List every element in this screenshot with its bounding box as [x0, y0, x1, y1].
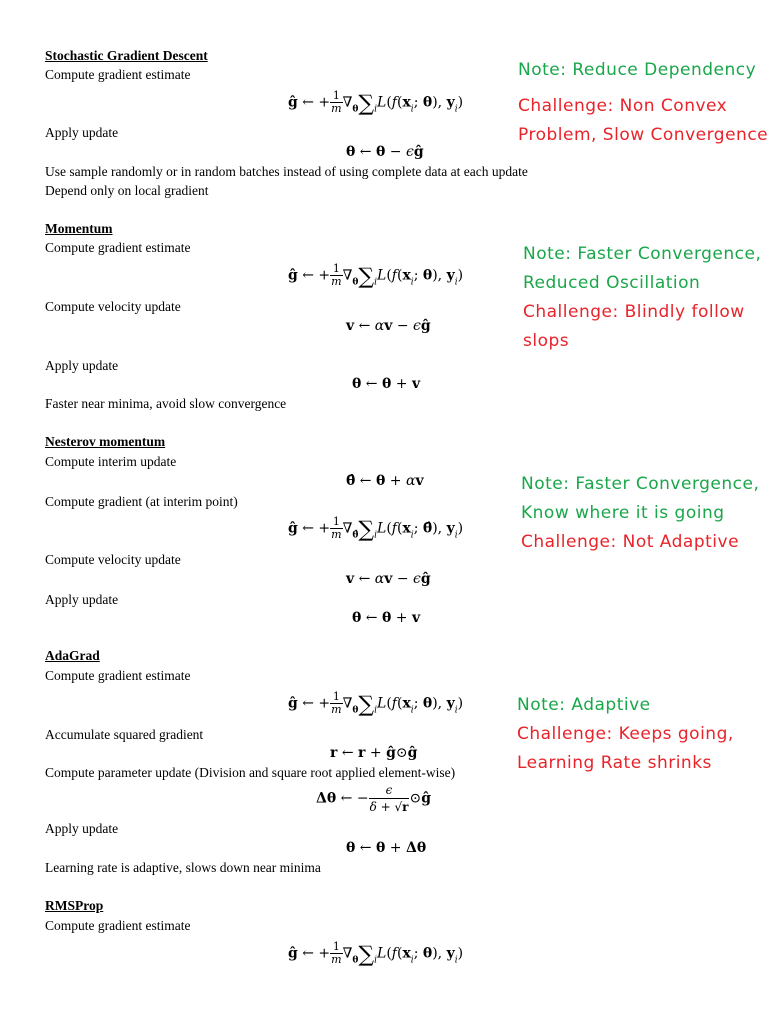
sgd-line-2: Apply update	[45, 125, 119, 140]
momentum-gradient-equation: ĝ ← + $\frac{1}{m}$ $\nabla_\theta\sum_iL(f(x_i$; θ), $y_i$)	[288, 262, 464, 290]
nesterov-line-1: Compute interim update	[45, 454, 177, 469]
rmsprop-title: RMSProp	[45, 898, 104, 913]
momentum-challenge-1: Challenge: Blindly follow	[523, 302, 745, 322]
nesterov-note-2: Know where it is going	[521, 503, 725, 523]
adagrad-param-update-equation: Δθ ← − $\frac{\epsilon}{\delta + √r}$ ⊙ĝ	[316, 783, 432, 814]
sgd-line-1: Compute gradient estimate	[45, 67, 191, 82]
momentum-update-equation: θ ← θ + v	[352, 376, 421, 392]
nesterov-challenge: Challenge: Not Adaptive	[521, 532, 740, 552]
momentum-challenge-2: slops	[523, 331, 570, 351]
nesterov-gradient-equation: ĝ ← + $\frac{1}{m}$ $\nabla_{\thetâ}\sum_iL(f(x_i$; θ̂), $y_i$)	[288, 515, 464, 543]
sgd-challenge-2: Problem, Slow Convergence	[518, 125, 768, 145]
nesterov-line-4: Apply update	[45, 592, 119, 607]
adagrad-challenge-1: Challenge: Keeps going,	[517, 724, 734, 744]
sgd-gradient-equation: ĝ ← + $\frac{1}{m}$ $\nabla_\theta\sum_iL(f(x_i$; θ), $y_i$)	[288, 89, 464, 117]
momentum-line-4: Faster near minima, avoid slow convergence	[45, 396, 287, 411]
adagrad-line-4: Apply update	[45, 821, 119, 836]
sgd-line-3: Use sample randomly or in random batches instead of using complete data at each update	[45, 164, 528, 179]
momentum-line-3: Apply update	[45, 358, 119, 373]
nesterov-note-1: Note: Faster Convergence,	[521, 474, 760, 494]
momentum-velocity-equation: v ← αv − ϵĝ	[346, 318, 431, 334]
nesterov-line-2: Compute gradient (at interim point)	[45, 494, 238, 509]
sgd-challenge-1: Challenge: Non Convex	[518, 96, 728, 116]
momentum-line-1: Compute gradient estimate	[45, 240, 191, 255]
sgd-title: Stochastic Gradient Descent	[45, 48, 208, 63]
adagrad-gradient-equation: ĝ ← + $\frac{1}{m}$ $\nabla_\theta\sum_iL(f(x_i$; θ), $y_i$)	[288, 690, 464, 718]
adagrad-line-5: Learning rate is adaptive, slows down near minima	[45, 860, 321, 875]
nesterov-velocity-equation: v ← αv − ϵĝ	[346, 571, 431, 587]
sgd-note: Note: Reduce Dependency	[518, 60, 757, 80]
rmsprop-gradient-equation: ĝ ← + $\frac{1}{m}$ $\nabla_\theta\sum_iL(f(x_i$; θ), $y_i$)	[288, 940, 464, 968]
adagrad-note: Note: Adaptive	[517, 695, 651, 715]
adagrad-title: AdaGrad	[45, 648, 100, 663]
momentum-line-2: Compute velocity update	[45, 299, 181, 314]
nesterov-interim-equation: θ̂ ← θ + αv	[346, 473, 424, 489]
momentum-note-2: Reduced Oscillation	[523, 273, 701, 293]
momentum-title: Momentum	[45, 221, 113, 236]
momentum-note-1: Note: Faster Convergence,	[523, 244, 762, 264]
adagrad-line-3: Compute parameter update (Division and square root applied element-wise)	[45, 765, 456, 780]
sgd-update-equation: θ ← θ − ϵĝ	[346, 144, 424, 160]
adagrad-line-1: Compute gradient estimate	[45, 668, 191, 683]
adagrad-accumulate-equation: r ← r + ĝ⊙ĝ	[330, 745, 418, 761]
sgd-line-4: Depend only on local gradient	[45, 183, 209, 198]
adagrad-update-equation: θ ← θ + Δθ	[346, 840, 427, 856]
rmsprop-line-1: Compute gradient estimate	[45, 918, 191, 933]
nesterov-update-equation: θ ← θ + v	[352, 610, 421, 626]
adagrad-line-2: Accumulate squared gradient	[45, 727, 204, 742]
nesterov-line-3: Compute velocity update	[45, 552, 181, 567]
nesterov-title: Nesterov momentum	[45, 434, 166, 449]
adagrad-challenge-2: Learning Rate shrinks	[517, 753, 712, 773]
